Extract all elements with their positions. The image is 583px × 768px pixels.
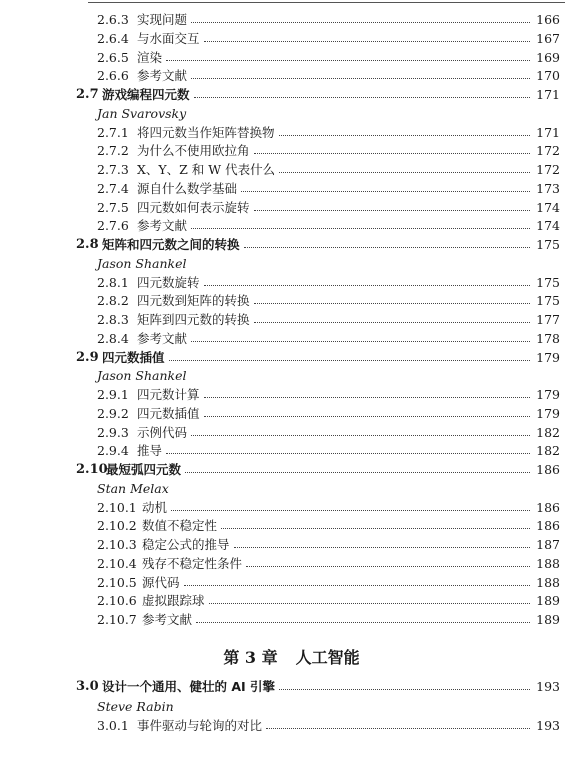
page-number: 170 bbox=[536, 68, 560, 84]
dot-leader bbox=[191, 78, 530, 79]
chapter-number: 第 3 章 bbox=[223, 648, 278, 667]
entry-title: X、Y、Z 和 W 代表什么 bbox=[137, 162, 276, 177]
page-number: 175 bbox=[536, 293, 560, 309]
entry-title: 四元数插值 bbox=[137, 405, 200, 421]
entry-number: 2.7.2 bbox=[97, 143, 129, 159]
entry-title: 为什么不使用欧拉角 bbox=[137, 143, 250, 159]
dot-leader bbox=[266, 728, 530, 729]
entry-number: 2.10.4 bbox=[97, 555, 137, 571]
entry-title: 矩阵和四元数之间的转换 bbox=[102, 237, 240, 252]
page-number: 186 bbox=[536, 499, 560, 515]
page-number: 179 bbox=[536, 405, 560, 421]
page-number: 175 bbox=[536, 237, 560, 252]
entry-title: 虚拟跟踪球 bbox=[142, 593, 205, 609]
entry-number: 2.7.4 bbox=[97, 180, 129, 196]
entry-title: 四元数到矩阵的转换 bbox=[137, 293, 250, 309]
entry-title: 与水面交互 bbox=[137, 30, 200, 46]
entry-number: 2.10 bbox=[76, 462, 108, 477]
dot-leader bbox=[166, 453, 530, 454]
page-number: 174 bbox=[536, 218, 560, 234]
toc-subsection[interactable] bbox=[0, 160, 583, 180]
entry-number: 2.6.6 bbox=[97, 68, 129, 84]
toc-subsection[interactable] bbox=[0, 404, 583, 424]
entry-title: 参考文献 bbox=[137, 330, 188, 346]
entry-title: 源自什么数学基础 bbox=[137, 180, 238, 196]
entry-title: 事件驱动与轮询的对比 bbox=[137, 718, 263, 733]
entry-number: 2.8.4 bbox=[97, 330, 129, 346]
dot-leader bbox=[241, 191, 530, 192]
entry-number: 2.10.6 bbox=[97, 593, 137, 609]
entry-number: 2.10.3 bbox=[97, 537, 137, 552]
entry-number: 2.10.2 bbox=[97, 518, 137, 534]
dot-leader bbox=[234, 547, 530, 548]
entry-title: 参考文献 bbox=[142, 612, 193, 627]
dot-leader bbox=[254, 210, 530, 211]
toc-subsection[interactable] bbox=[0, 48, 583, 68]
dot-leader bbox=[191, 228, 530, 229]
page-number: 188 bbox=[536, 574, 560, 590]
entry-number: 2.7.5 bbox=[97, 199, 129, 215]
entry-title: 四元数如何表示旋转 bbox=[137, 199, 250, 215]
entry-number: 2.7.3 bbox=[97, 162, 129, 177]
entry-number: 2.10.7 bbox=[97, 612, 137, 627]
toc-subsection[interactable] bbox=[0, 498, 583, 518]
entry-title: 示例代码 bbox=[137, 424, 188, 440]
page-number: 193 bbox=[536, 679, 560, 694]
toc-subsection[interactable] bbox=[0, 216, 583, 236]
entry-title: 动机 bbox=[142, 499, 168, 515]
page-number: 173 bbox=[536, 180, 560, 196]
dot-leader bbox=[279, 135, 530, 136]
page-number: 193 bbox=[536, 718, 560, 733]
entry-number: 2.8 bbox=[76, 237, 99, 252]
dot-leader bbox=[204, 285, 530, 286]
dot-leader bbox=[246, 566, 530, 567]
entry-title: 将四元数当作矩阵替换物 bbox=[137, 124, 275, 140]
entry-number: 2.7.6 bbox=[97, 218, 129, 234]
dot-leader bbox=[279, 689, 530, 690]
page-number: 172 bbox=[536, 143, 560, 159]
entry-number: 2.8.3 bbox=[97, 312, 129, 327]
dot-leader bbox=[204, 397, 530, 398]
page-number: 179 bbox=[536, 387, 560, 402]
page-number: 178 bbox=[536, 330, 560, 346]
toc-subsection[interactable] bbox=[0, 198, 583, 218]
toc-section[interactable] bbox=[0, 85, 583, 105]
dot-leader bbox=[204, 416, 530, 417]
toc-subsection[interactable] bbox=[0, 535, 583, 555]
entry-number: 2.8.2 bbox=[97, 293, 129, 309]
entry-number: 2.10.1 bbox=[97, 499, 137, 515]
dot-leader bbox=[254, 153, 530, 154]
page-number: 171 bbox=[536, 87, 560, 102]
dot-leader bbox=[171, 510, 530, 511]
toc-subsection[interactable] bbox=[0, 554, 583, 574]
dot-leader bbox=[185, 472, 530, 473]
toc-subsection[interactable] bbox=[0, 179, 583, 199]
toc-subsection[interactable] bbox=[0, 516, 583, 536]
entry-title: 参考文献 bbox=[137, 218, 188, 234]
entry-title: 实现问题 bbox=[137, 12, 188, 27]
dot-leader bbox=[194, 97, 530, 98]
dot-leader bbox=[221, 528, 530, 529]
dot-leader bbox=[169, 360, 530, 361]
toc-subsection[interactable] bbox=[0, 573, 583, 593]
toc-section[interactable] bbox=[0, 348, 583, 368]
entry-number: 2.9.1 bbox=[97, 387, 129, 402]
page-number: 187 bbox=[536, 537, 560, 552]
entry-title: 游戏编程四元数 bbox=[102, 87, 190, 102]
entry-title: 源代码 bbox=[142, 574, 180, 590]
toc-author bbox=[0, 104, 583, 124]
toc-section[interactable] bbox=[0, 460, 583, 480]
dot-leader bbox=[191, 435, 530, 436]
entry-number: 2.9.4 bbox=[97, 443, 129, 459]
toc-subsection[interactable] bbox=[0, 310, 583, 330]
entry-number: 3.0 bbox=[76, 679, 99, 694]
page-number: 182 bbox=[536, 443, 560, 459]
dot-leader bbox=[254, 322, 530, 323]
entry-number: 2.7.1 bbox=[97, 124, 129, 140]
toc-author bbox=[0, 366, 583, 386]
entry-title: 渲染 bbox=[137, 49, 163, 65]
toc-subsection[interactable] bbox=[0, 141, 583, 161]
page-number: 166 bbox=[536, 12, 560, 27]
entry-number: 2.6.3 bbox=[97, 12, 129, 27]
chapter-title: 人工智能 bbox=[295, 648, 360, 667]
entry-title: 矩阵到四元数的转换 bbox=[137, 312, 250, 327]
toc-subsection[interactable] bbox=[0, 591, 583, 611]
dot-leader bbox=[196, 622, 530, 623]
toc-subsection[interactable] bbox=[0, 10, 583, 30]
page-number: 177 bbox=[536, 312, 560, 327]
entry-title: 设计一个通用、健壮的 AI 引擎 bbox=[102, 679, 276, 694]
dot-leader bbox=[204, 41, 530, 42]
entry-number: 2.7 bbox=[76, 87, 99, 102]
page-number: 189 bbox=[536, 593, 560, 609]
dot-leader bbox=[191, 341, 530, 342]
toc-author bbox=[0, 479, 583, 499]
author-name: Steve Rabin bbox=[97, 698, 174, 714]
page-number: 174 bbox=[536, 199, 560, 215]
page-number: 186 bbox=[536, 462, 560, 477]
top-rule bbox=[88, 2, 565, 3]
toc-section[interactable] bbox=[0, 235, 583, 255]
dot-leader bbox=[279, 172, 530, 173]
dot-leader bbox=[254, 303, 530, 304]
page-number: 167 bbox=[536, 30, 560, 46]
dot-leader bbox=[244, 247, 530, 248]
toc-subsection[interactable] bbox=[0, 716, 583, 736]
dot-leader bbox=[191, 22, 530, 23]
author-name: Stan Melax bbox=[97, 480, 169, 496]
toc-subsection[interactable] bbox=[0, 273, 583, 293]
entry-number: 2.6.4 bbox=[97, 30, 129, 46]
dot-leader bbox=[184, 585, 530, 586]
dot-leader bbox=[209, 603, 530, 604]
entry-title: 残存不稳定性条件 bbox=[142, 555, 243, 571]
page-number: 169 bbox=[536, 49, 560, 65]
page-number: 182 bbox=[536, 424, 560, 440]
toc-subsection[interactable] bbox=[0, 441, 583, 461]
chapter-heading bbox=[0, 646, 583, 670]
author-name: Jan Svarovsky bbox=[97, 105, 187, 121]
toc-subsection[interactable] bbox=[0, 291, 583, 311]
toc-subsection[interactable] bbox=[0, 329, 583, 349]
toc-subsection[interactable] bbox=[0, 29, 583, 49]
entry-title: 数值不稳定性 bbox=[142, 518, 218, 534]
page-number: 189 bbox=[536, 612, 560, 627]
toc-subsection[interactable] bbox=[0, 66, 583, 86]
entry-number: 2.6.5 bbox=[97, 49, 129, 65]
entry-number: 2.9.3 bbox=[97, 424, 129, 440]
entry-title: 四元数旋转 bbox=[137, 274, 200, 290]
page-number: 186 bbox=[536, 518, 560, 534]
page-number: 171 bbox=[536, 124, 560, 140]
author-name: Jason Shankel bbox=[97, 255, 187, 271]
entry-number: 2.9 bbox=[76, 349, 99, 365]
entry-title: 推导 bbox=[137, 443, 163, 459]
author-name: Jason Shankel bbox=[97, 368, 187, 384]
toc-subsection[interactable] bbox=[0, 385, 583, 405]
entry-title: 最短弧四元数 bbox=[106, 462, 182, 477]
entry-number: 2.10.5 bbox=[97, 574, 137, 590]
page-number: 175 bbox=[536, 274, 560, 290]
entry-number: 2.8.1 bbox=[97, 274, 129, 290]
toc-subsection[interactable] bbox=[0, 423, 583, 443]
entry-number: 2.9.2 bbox=[97, 405, 129, 421]
toc-author bbox=[0, 697, 583, 717]
toc-subsection[interactable] bbox=[0, 610, 583, 630]
page-number: 179 bbox=[536, 349, 560, 365]
entry-title: 四元数计算 bbox=[137, 387, 200, 402]
dot-leader bbox=[166, 60, 530, 61]
toc-author bbox=[0, 254, 583, 274]
entry-title: 稳定公式的推导 bbox=[142, 537, 230, 552]
entry-title: 参考文献 bbox=[137, 68, 188, 84]
entry-number: 3.0.1 bbox=[97, 718, 129, 733]
toc-section[interactable] bbox=[0, 677, 583, 697]
page-number: 188 bbox=[536, 555, 560, 571]
entry-title: 四元数插值 bbox=[102, 349, 165, 365]
toc-subsection[interactable] bbox=[0, 123, 583, 143]
page-number: 172 bbox=[536, 162, 560, 177]
